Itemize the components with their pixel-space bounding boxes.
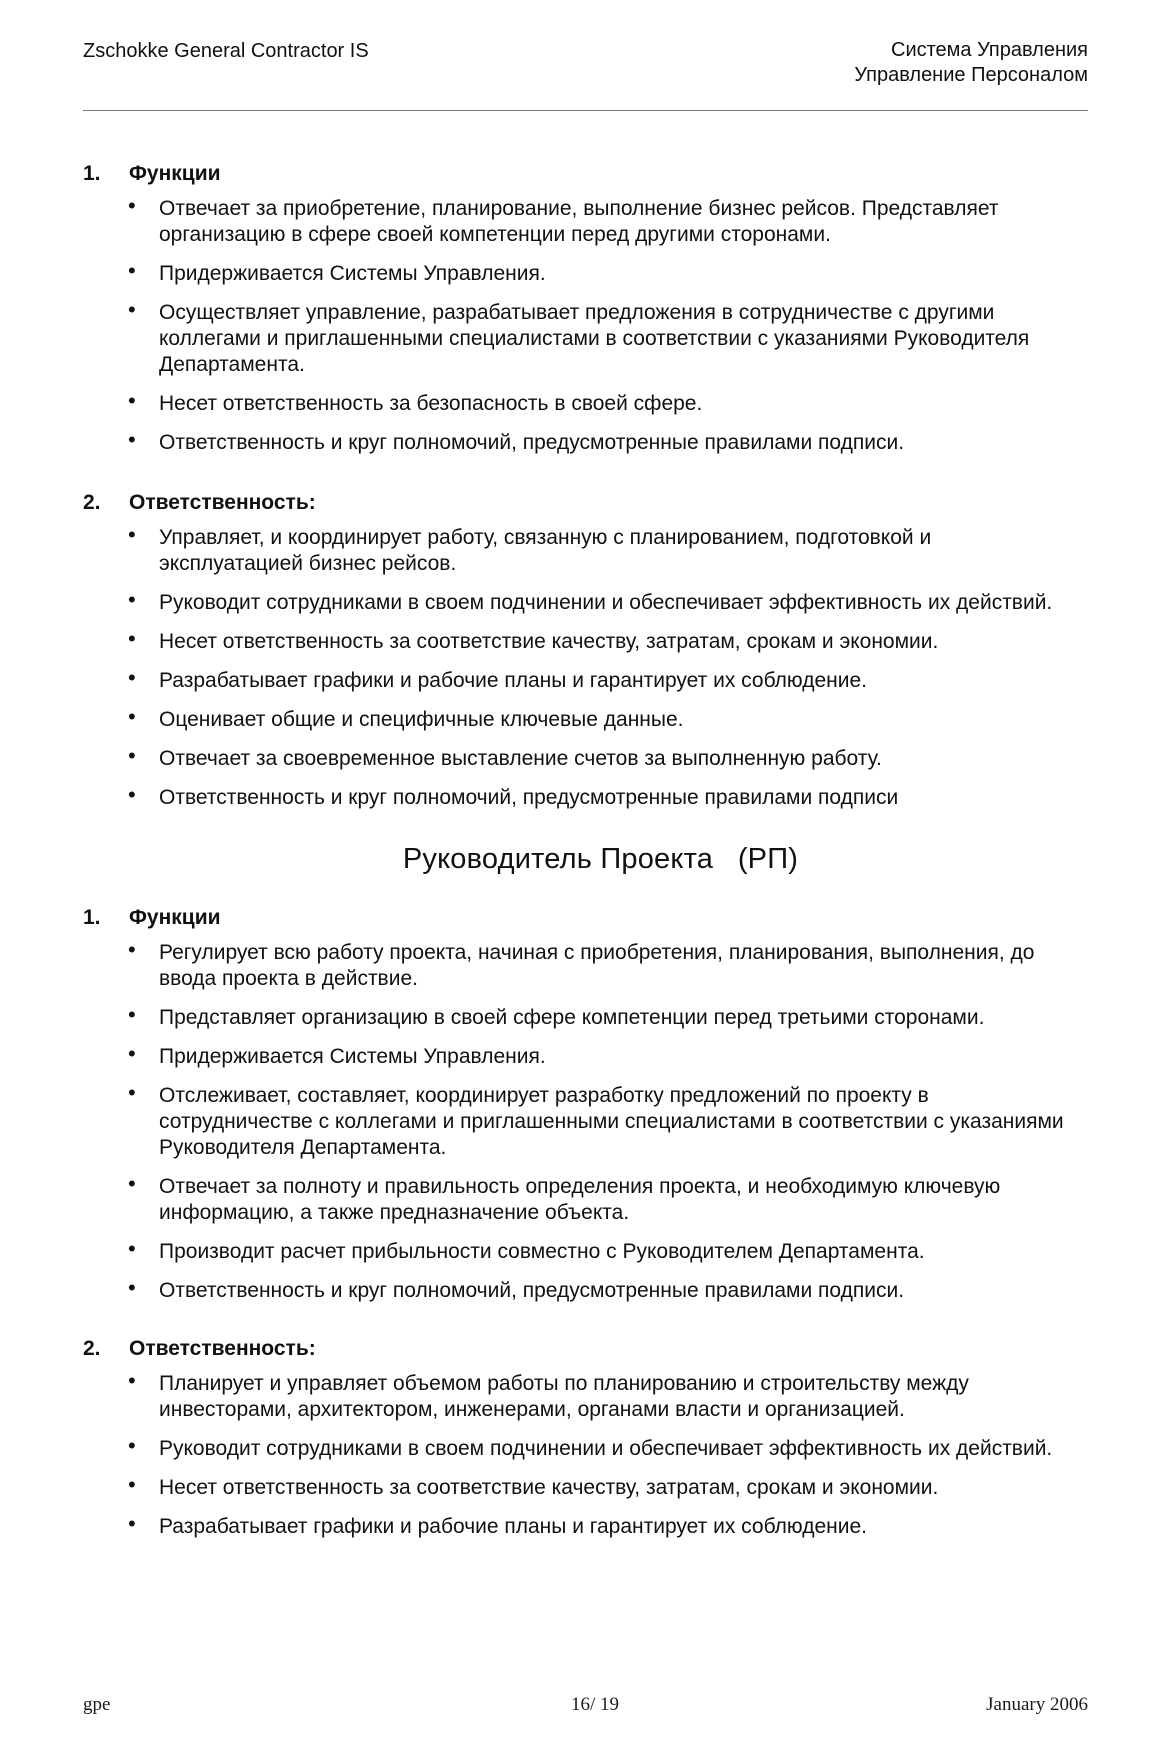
footer-author: gpe [83,1694,111,1715]
section-number: 2. [83,1337,101,1360]
bullet-icon: • [128,1002,136,1027]
bullet-icon: • [128,937,136,962]
section-title: Ответственность: [129,1337,316,1360]
list-item-text: Регулирует всю работу проекта, начиная с приобретения, планирования, выполнения, до ввода проекта в действие. [159,941,1035,990]
project-functions-section [83,904,1088,1304]
list-item-text: Представляет организацию в своей сфере компетенции перед третьими сторонами. [159,1006,985,1029]
bullet-icon: • [128,1041,136,1066]
list-item [83,782,1088,811]
list-item [83,193,1088,248]
section-number: 1. [83,162,101,185]
document-content [83,160,1088,1553]
bullet-icon: • [128,1080,136,1105]
role-title: Руководитель Проекта (РП) [402,843,799,875]
section-title: Ответственность: [129,491,316,514]
list-item [83,297,1088,378]
bullet-icon: • [128,1368,136,1393]
list-item [83,1002,1088,1031]
list-item [83,258,1088,287]
list-item-text: Отвечает за своевременное выставление счетов за выполненную работу. [159,747,882,770]
bullet-icon: • [128,427,136,452]
list-item-text: Отвечает за приобретение, планирование, выполнение бизнес рейсов. Представляет организацию в сфере своей компетенции перед другими сторонами. [159,197,999,246]
list-item [83,937,1088,992]
list-item [83,1511,1088,1540]
project-responsibility-section [83,1335,1088,1540]
footer-date: January 2006 [986,1694,1088,1715]
list-item-text: Разрабатывает графики и рабочие планы и гарантирует их соблюдение. [159,669,867,692]
list-item [83,1171,1088,1226]
project-responsibility-list [83,1368,1088,1540]
list-item-text: Придерживается Системы Управления. [159,1045,546,1068]
list-item [83,427,1088,456]
list-item [83,626,1088,655]
list-item-text: Отслеживает, составляет, координирует разработку предложений по проекту в сотрудничестве с коллегами и приглашенными специалистами в соответствии с указаниями Руководителя Департамента. [159,1084,1064,1159]
responsibility-section [83,489,1088,811]
header-system-line-1: Система Управления [891,39,1088,61]
list-item [83,704,1088,733]
list-item-text: Несет ответственность за соответствие качеству, затратам, срокам и экономии. [159,1476,939,1499]
bullet-icon: • [128,1472,136,1497]
bullet-icon: • [128,704,136,729]
bullet-icon: • [128,388,136,413]
list-item [83,522,1088,577]
responsibility-list [83,522,1088,811]
bullet-icon: • [128,743,136,768]
list-item [83,743,1088,772]
bullet-icon: • [128,1171,136,1196]
section-spacer [83,1317,1088,1335]
bullet-icon: • [128,665,136,690]
section-heading [83,904,1088,932]
section-title: Функции [129,906,221,929]
section-number: 2. [83,491,101,514]
list-item-text: Разрабатывает графики и рабочие планы и гарантирует их соблюдение. [159,1515,867,1538]
list-item [83,1275,1088,1304]
list-item-text: Ответственность и круг полномочий, предусмотренные правилами подписи. [159,431,905,454]
list-item-text: Отвечает за полноту и правильность определения проекта, и необходимую ключевую информацию, а также предназначение объекта. [159,1175,1001,1224]
list-item-text: Ответственность и круг полномочий, предусмотренные правилами подписи [159,786,899,809]
list-item-text: Оценивает общие и специфичные ключевые данные. [159,708,684,731]
bullet-icon: • [128,782,136,807]
section-title: Функции [129,162,221,185]
bullet-icon: • [128,297,136,322]
list-item-text: Производит расчет прибыльности совместно с Руководителем Департамента. [159,1240,925,1263]
functions-list [83,193,1088,456]
functions-section [83,160,1088,456]
bullet-icon: • [128,626,136,651]
list-item-text: Планирует и управляет объемом работы по планированию и строительству между инвесторами, архитектором, инженерами, органами власти и организацией. [159,1372,969,1421]
list-item [83,1236,1088,1265]
section-heading [83,1335,1088,1363]
list-item-text: Несет ответственность за соответствие качеству, затратам, срокам и экономии. [159,630,939,653]
list-item [83,388,1088,417]
list-item [83,1041,1088,1070]
list-item [83,1433,1088,1462]
list-item-text: Руководит сотрудниками в своем подчинении и обеспечивает эффективность их действий. [159,1437,1053,1460]
list-item [83,587,1088,616]
bullet-icon: • [128,1511,136,1536]
list-item [83,1368,1088,1423]
bullet-icon: • [128,1236,136,1261]
list-item-text: Осуществляет управление, разрабатывает предложения в сотрудничестве с другими коллегами и приглашенными специалистами в соответствии с указаниями Руководителя Департамента. [159,301,1030,376]
list-item [83,1080,1088,1161]
section-heading [83,160,1088,188]
header-divider [83,110,1088,111]
project-functions-list [83,937,1088,1304]
bullet-icon: • [128,1275,136,1300]
section-number: 1. [83,906,101,929]
list-item-text: Руководит сотрудниками в своем подчинении и обеспечивает эффективность их действий. [159,591,1053,614]
bullet-icon: • [128,258,136,283]
header-system [854,38,1088,88]
header-company: Zschokke General Contractor IS [83,40,369,62]
list-item [83,665,1088,694]
bullet-icon: • [128,1433,136,1458]
bullet-icon: • [128,522,136,547]
list-item-text: Придерживается Системы Управления. [159,262,546,285]
header-system-line-2: Управление Персоналом [854,64,1088,86]
list-item-text: Ответственность и круг полномочий, предусмотренные правилами подписи. [159,1279,905,1302]
section-spacer [83,469,1088,489]
list-item [83,1472,1088,1501]
bullet-icon: • [128,587,136,612]
page-number: 16/ 19 [570,1694,620,1715]
section-heading [83,489,1088,517]
list-item-text: Управляет, и координирует работу, связанную с планированием, подготовкой и эксплуатацией бизнес рейсов. [159,526,932,575]
bullet-icon: • [128,193,136,218]
list-item-text: Несет ответственность за безопасность в своей сфере. [159,392,703,415]
